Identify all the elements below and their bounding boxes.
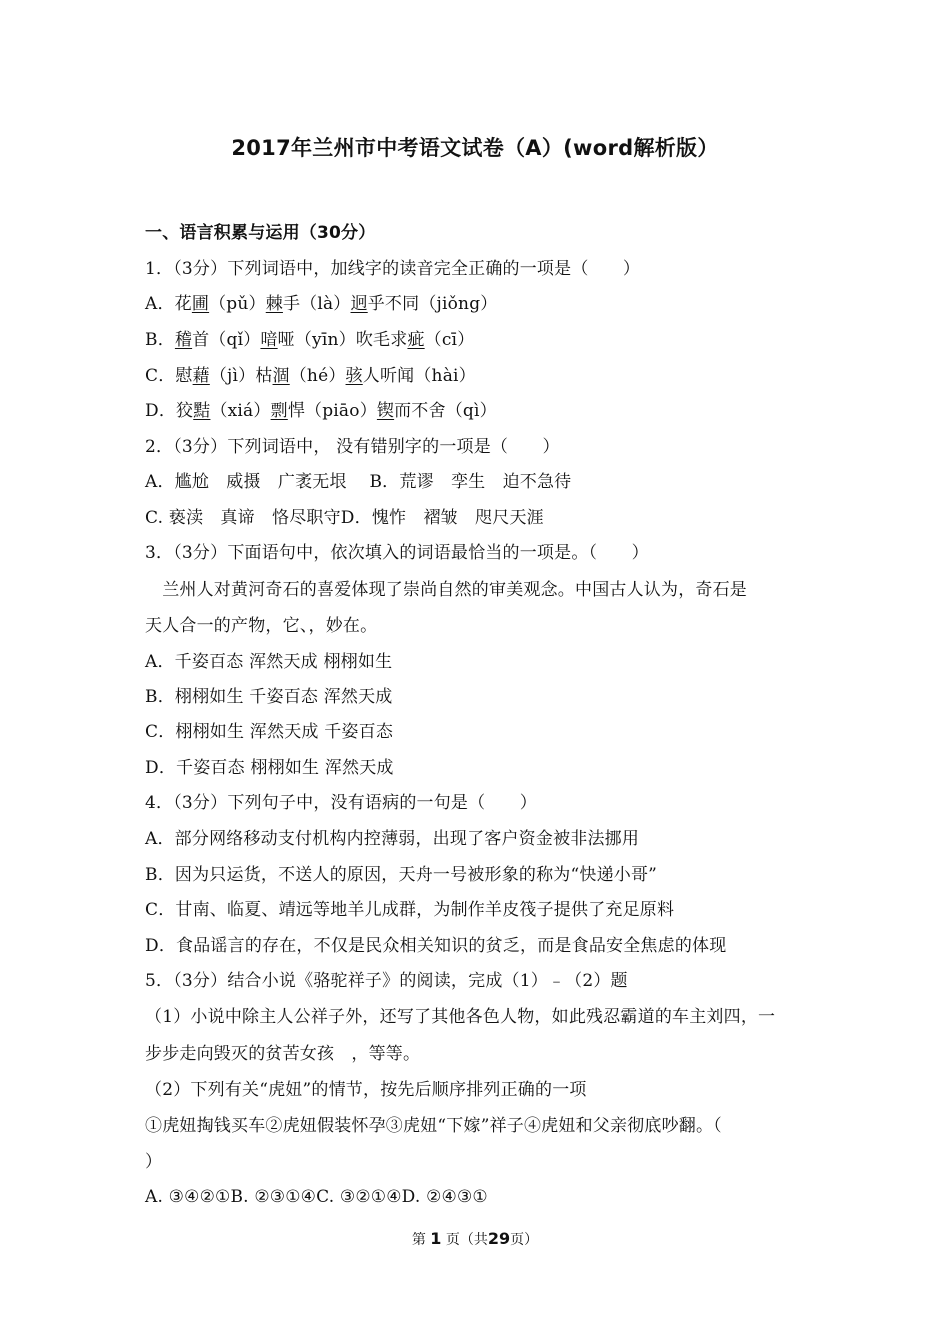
q5-events-close: ） — [145, 1152, 163, 1172]
question-1-stem: 1．（3分）下列词语中，加线字的读音完全正确的一项是（ ） — [145, 259, 641, 279]
q4-option-a: A．部分网络移动支付机构内控薄弱，出现了客户资金被非法挪用 — [145, 829, 640, 849]
text: 悍（piāo） — [287, 401, 377, 421]
text: ，等等。 — [351, 1044, 421, 1064]
text: 步步走向毁灭的贫苦女孩 — [145, 1044, 352, 1064]
underlined-char: 疵 — [407, 330, 425, 350]
footer-text: 页） — [510, 1232, 539, 1248]
q4-option-b: B．因为只运货，不送人的原因，天舟一号被形象的称为“快递小哥” — [145, 865, 658, 885]
question-5-stem: 5．（3分）结合小说《骆驼祥子》的阅读，完成（1）﹣（2）题 — [145, 971, 628, 991]
text: ，妙在 — [308, 616, 361, 636]
underlined-char: 棘 — [265, 294, 283, 314]
q2-options-ab: A．尴尬 威摄 广袤无垠 B．荒谬 孪生 迫不急待 — [145, 472, 572, 492]
q5-events: ①虎妞掏钱买车②虎妞假装怀孕③虎妞“下嫁”祥子④虎妞和父亲彻底吵翻。（ — [145, 1116, 722, 1136]
underlined-char: 剽 — [270, 401, 288, 421]
question-3-stem: 3．（3分）下面语句中，依次填入的词语最恰当的一项是。（ ） — [145, 543, 649, 563]
q4-option-d: D．食品谣言的存在，不仅是民众相关知识的贫乏，而是食品安全焦虑的体现 — [145, 936, 727, 956]
text: （jì）枯 — [209, 366, 273, 386]
text: 哑（yīn）吹毛求 — [277, 330, 408, 350]
text: 首（qǐ） — [192, 330, 261, 350]
q1-option-b — [145, 328, 815, 352]
page-number: 1 — [430, 1229, 442, 1248]
underlined-char: 稽 — [174, 330, 193, 350]
q3-option-a: A．千姿百态 浑然天成 栩栩如生 — [145, 652, 393, 672]
q5-sub1-line-2 — [145, 1042, 815, 1066]
underlined-char: 喑 — [260, 330, 278, 350]
question-4-stem: 4．（3分）下列句子中，没有语病的一句是（ ） — [145, 793, 537, 813]
text: （xiá） — [210, 401, 271, 421]
text: （hé） — [289, 366, 346, 386]
text: 乎不同（jiǒng） — [367, 294, 498, 314]
q3-passage-line-1: 兰州人对黄河奇石的喜爱体现了崇尚自然的审美观念。中国古人认为，奇石是 — [145, 580, 747, 600]
text: 天人合一的产物，它 — [145, 616, 300, 636]
underlined-char: 黠 — [193, 401, 211, 421]
footer-text: 页（共 — [445, 1232, 488, 1248]
underlined-char: 藉 — [192, 366, 210, 386]
text: 而不舍（qì） — [394, 401, 497, 421]
text: 。 — [360, 616, 378, 636]
q5-sub2 — [145, 1078, 815, 1102]
text: （2）下列有关“虎妞”的情节，按先后顺序排列正确的一项 — [145, 1080, 604, 1100]
text: 手（là） — [282, 294, 351, 314]
total-pages: 29 — [487, 1229, 511, 1248]
text: 人听闻（hài） — [362, 366, 476, 386]
q1-option-c — [145, 364, 815, 388]
underlined-char: 锲 — [376, 401, 395, 421]
text: D．狡 — [145, 401, 194, 421]
q2-options-cd: C. 亵渎 真谛 恪尽职守D．愧怍 褶皱 咫尺天涯 — [145, 508, 544, 528]
page-title: 2017年兰州市中考语文试卷（A）(word解析版） — [231, 136, 719, 160]
q3-option-d: D．千姿百态 栩栩如生 浑然天成 — [145, 758, 394, 778]
text: B． — [145, 330, 175, 350]
q1-option-a — [145, 292, 815, 316]
page-footer — [0, 1229, 950, 1249]
underlined-char: 涸 — [272, 366, 290, 386]
underlined-char: 圃 — [191, 294, 210, 314]
q3-option-c: C．栩栩如生 浑然天成 千姿百态 — [145, 722, 394, 742]
text: A．花 — [145, 294, 192, 314]
question-2-stem: 2．（3分）下列词语中， 没有错别字的一项是（ ） — [145, 437, 560, 457]
text: 、 — [299, 616, 309, 636]
underlined-char: 迥 — [350, 294, 368, 314]
q5-options: A. ③④②①B. ②③①④C. ③②①④D. ②④③① — [145, 1187, 488, 1207]
text: C．慰 — [145, 366, 193, 386]
text: （cī） — [424, 330, 475, 350]
q5-sub1-line-1: （1）小说中除主人公祥子外，还写了其他各色人物，如此残忍霸道的车主刘四，一 — [145, 1007, 776, 1027]
q4-option-c: C．甘南、临夏、靖远等地羊儿成群，为制作羊皮筏子提供了充足原料 — [145, 900, 675, 920]
footer-text: 第 — [411, 1232, 426, 1248]
q1-option-d — [145, 399, 815, 423]
underlined-char: 骇 — [345, 366, 363, 386]
section-heading: 一、语言积累与运用（30分） — [145, 223, 376, 243]
q3-passage-line-2 — [145, 614, 815, 638]
q3-option-b: B．栩栩如生 千姿百态 浑然天成 — [145, 687, 393, 707]
text: （pǔ） — [209, 294, 266, 314]
